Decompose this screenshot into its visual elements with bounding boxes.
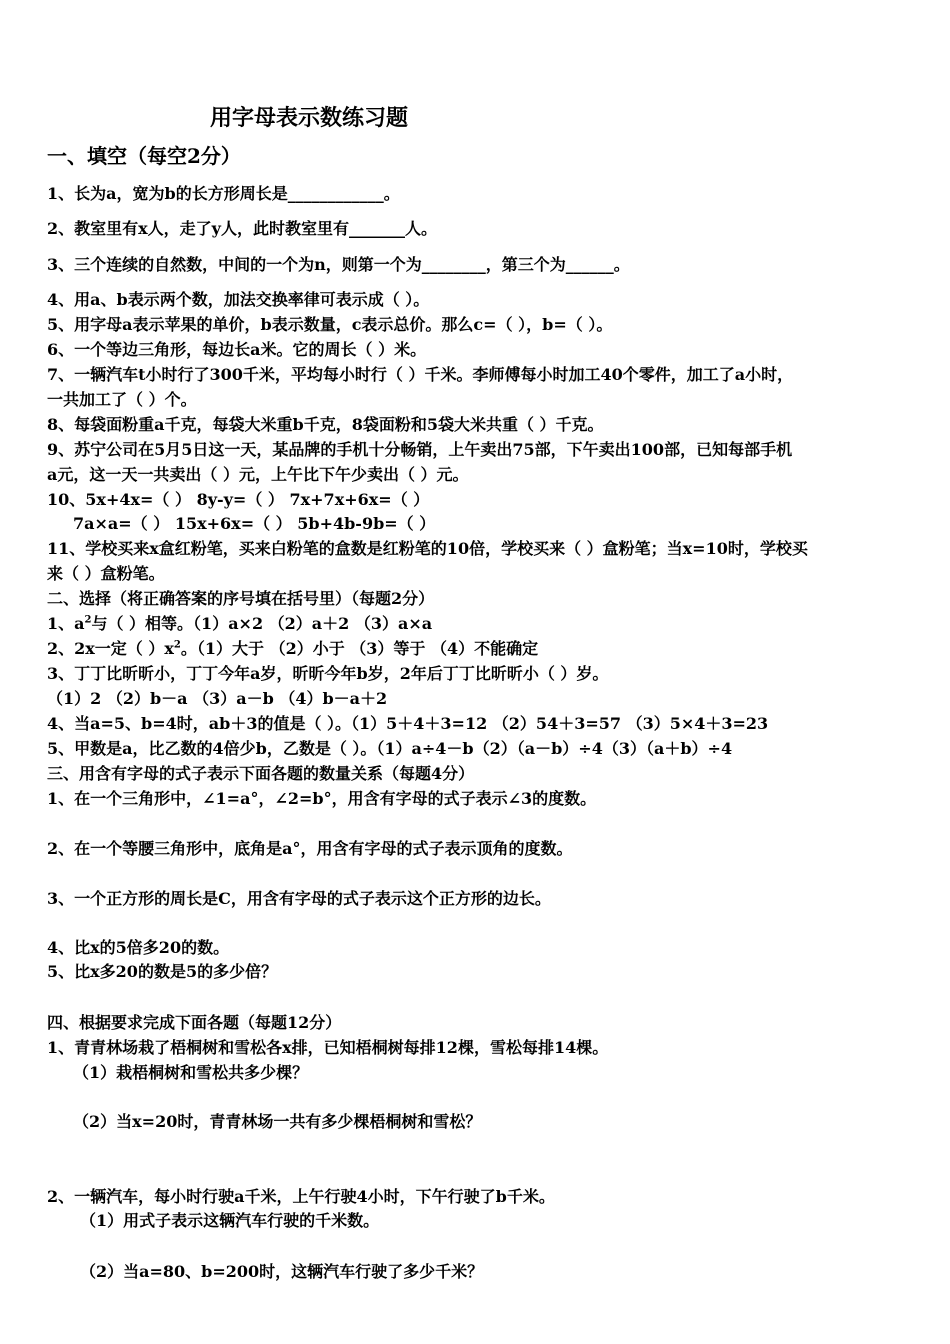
question-1-6: 6、一个等边三角形，每边长a米。它的周长（ ）米。 xyxy=(47,340,427,359)
page-title: 用字母表示数练习题 xyxy=(210,105,409,131)
question-1-2: 2、教室里有x人，走了y人，此时教室里有_______人。 xyxy=(47,219,437,238)
question-3-3: 3、一个正方形的周长是C，用含有字母的式子表示这个正方形的边长。 xyxy=(47,889,551,908)
question-1-10: 10、5x+4x=（ ） 8y-y=（ ） 7x+7x+6x=（ ） xyxy=(47,490,430,509)
question-3-2: 2、在一个等腰三角形中，底角是a°，用含有字母的式子表示顶角的度数。 xyxy=(47,839,573,858)
question-1-11: 11、学校买来x盒红粉笔，买来白粉笔的盒数是红粉笔的10倍，学校买来（ ）盒粉笔；当x=10时，学校买 xyxy=(47,539,808,558)
question-1-9-cont: a元，这一天一共卖出（ ）元，上午比下午少卖出（ ）元。 xyxy=(47,465,469,484)
section-3-heading: 三、用含有字母的式子表示下面各题的数量关系（每题4分） xyxy=(47,764,475,783)
question-2-1: 1、$a^2$与（ ）相等。（1）a×2 （2）a＋2 （3）a×a xyxy=(47,614,433,633)
question-4-1-part2: （2）当x=20时，青青林场一共有多少棵梧桐树和雪松？ xyxy=(73,1112,482,1131)
question-1-5: 5、用字母a表示苹果的单价，b表示数量，c表示总价。那么c=（ ），b=（ ）。 xyxy=(47,315,613,334)
question-1-3: 3、三个连续的自然数，中间的一个为n，则第一个为________，第三个为______。 xyxy=(47,255,630,274)
question-2-5: 5、甲数是a，比乙数的4倍少b，乙数是（ ）。（1）a÷4－b（2）（a－b）÷4（3）（a＋b）÷4 xyxy=(47,739,733,758)
question-2-4: 4、当a=5、b=4时，ab＋3的值是（ ）。（1）5＋4＋3=12 （2）54＋3=57 （3）5×4＋3=23 xyxy=(47,714,769,733)
section-2-heading: 二、选择（将正确答案的序号填在括号里）（每题2分） xyxy=(47,589,435,608)
question-1-11-cont: 来（ ）盒粉笔。 xyxy=(47,564,165,583)
question-2-3: 3、丁丁比昕昕小，丁丁今年a岁，昕昕今年b岁，2年后丁丁比昕昕小（ ）岁。 xyxy=(47,664,609,683)
section-1-heading: 一、填空（每空2分） xyxy=(47,144,241,168)
question-3-1: 1、在一个三角形中，∠1=a°，∠2=b°，用含有字母的式子表示∠3的度数。 xyxy=(47,789,597,808)
question-4-2: 2、一辆汽车，每小时行驶a千米，上午行驶4小时，下午行驶了b千米。 xyxy=(47,1187,555,1206)
question-4-2-part1: （1）用式子表示这辆汽车行驶的千米数。 xyxy=(80,1211,380,1230)
question-2-2: 2、2x一定（ ）$x^2$。（1）大于 （2）小于 （3）等于 （4）不能确定 xyxy=(47,639,539,658)
section-4-heading: 四、根据要求完成下面各题（每题12分） xyxy=(47,1013,342,1032)
question-3-4: 4、比x的5倍多20的数。 xyxy=(47,938,230,957)
question-4-1: 1、青青林场栽了梧桐树和雪松各x排，已知梧桐树每排12棵，雪松每排14棵。 xyxy=(47,1038,609,1057)
question-1-8: 8、每袋面粉重a千克，每袋大米重b千克，8袋面粉和5袋大米共重（ ）千克。 xyxy=(47,415,604,434)
question-3-5: 5、比x多20的数是5的多少倍？ xyxy=(47,962,278,981)
question-4-2-part2: （2）当a=80、b=200时，这辆汽车行驶了多少千米？ xyxy=(80,1262,484,1281)
question-1-7-cont: 一共加工了（ ）个。 xyxy=(47,390,197,409)
question-1-10-cont: 7a×a=（ ） 15x+6x=（ ） 5b+4b-9b=（ ） xyxy=(73,514,436,533)
question-1-4: 4、用a、b表示两个数，加法交换率律可表示成（ ）。 xyxy=(47,290,430,309)
question-2-3-options: （1）2 （2）b－a （3）a－b （4）b－a＋2 xyxy=(47,689,388,708)
question-1-9: 9、苏宁公司在5月5日这一天，某品牌的手机十分畅销，上午卖出75部，下午卖出100部，已知每部手机 xyxy=(47,440,793,459)
question-4-1-part1: （1）栽梧桐树和雪松共多少棵？ xyxy=(73,1063,309,1082)
question-1-7: 7、一辆汽车t小时行了300千米，平均每小时行（ ）千米。李师傅每小时加工40个零件，加工了a小时， xyxy=(47,365,794,384)
question-1-1: 1、长为a，宽为b的长方形周长是____________。 xyxy=(47,184,400,203)
